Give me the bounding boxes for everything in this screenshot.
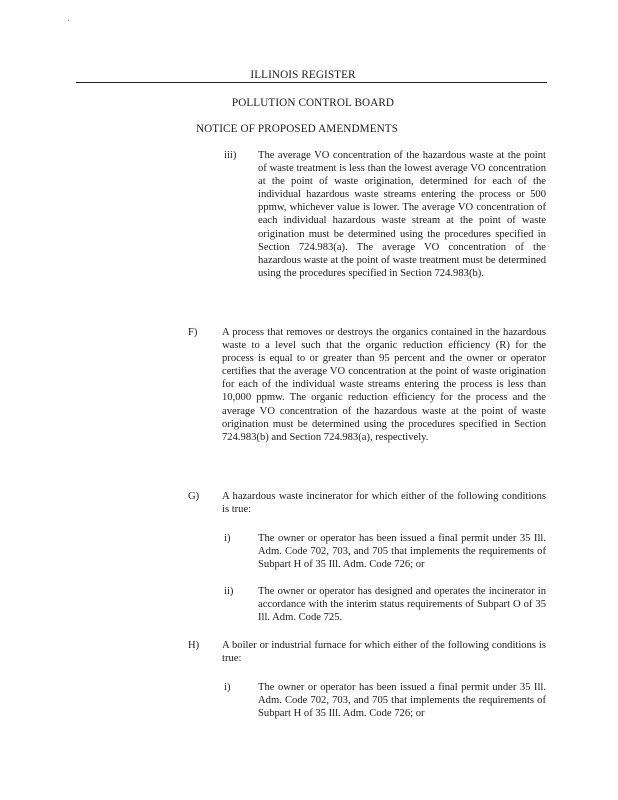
item-iii-text: The average VO concentration of the hazardous waste at the point of waste treatment is less than the lowest average VO concentration at the point of waste origination, determined for each of the individual hazardous waste streams entering the process or 500 ppmw, whichever value is lower. The average VO concentration of each individual hazardous waste stream at the point of waste origination must be determined using the procedures specified in Section 724.983(a). The average VO concentration of the hazardous waste at the point of waste treatment must be determined using the procedures specified in Section 724.983(b). — [258, 150, 546, 279]
item-g-i-text: The owner or operator has been issued a final permit under 35 Ill. Adm. Code 702, 703, and 705 that implements the requirements of Subpart H of 35 Ill. Adm. Code 726; or — [258, 533, 546, 571]
register-title: ILLINOIS REGISTER — [250, 69, 356, 81]
item-g-ii-marker: ii) — [224, 586, 234, 597]
item-h-i-marker: i) — [224, 682, 231, 693]
item-g-marker: G) — [188, 491, 200, 502]
item-g-i-marker: i) — [224, 533, 231, 544]
item-g-ii-text: The owner or operator has designed and operates the incinerator in accordance with the interim status requirements of Subpart O of 35 Ill. Adm. Code 725. — [258, 586, 546, 624]
item-f-marker: F) — [188, 327, 198, 338]
header-rule — [76, 82, 547, 83]
item-h-marker: H) — [188, 640, 200, 651]
scan-speck — [68, 20, 69, 21]
item-h-text: A boiler or industrial furnace for which either of the following conditions is true: — [222, 640, 546, 665]
notice-title: NOTICE OF PROPOSED AMENDMENTS — [195, 123, 399, 135]
item-f-text: A process that removes or destroys the organics contained in the hazardous waste to a level such that the organic reduction efficiency (R) for the process is equal to or greater than 95 percent and the owner or operator certifies that the average VO concentration at the point of waste origination for each of the individual waste streams entering the process is less than 10,000 ppmw. The organic reduction efficiency for the process and the average VO concentration of the hazardous waste at the point of waste origination must be determined using the procedures specified in Section 724.983(b) and Section 724.983(a), respectively. — [222, 327, 546, 443]
board-title: POLLUTION CONTROL BOARD — [231, 97, 395, 109]
item-g-text: A hazardous waste incinerator for which either of the following conditions is true: — [222, 491, 546, 516]
item-iii-marker: iii) — [224, 150, 237, 161]
item-h-i-text: The owner or operator has been issued a final permit under 35 Ill. Adm. Code 702, 703, and 705 that implements the requirements of Subpart H of 35 Ill. Adm. Code 726; or — [258, 682, 546, 720]
